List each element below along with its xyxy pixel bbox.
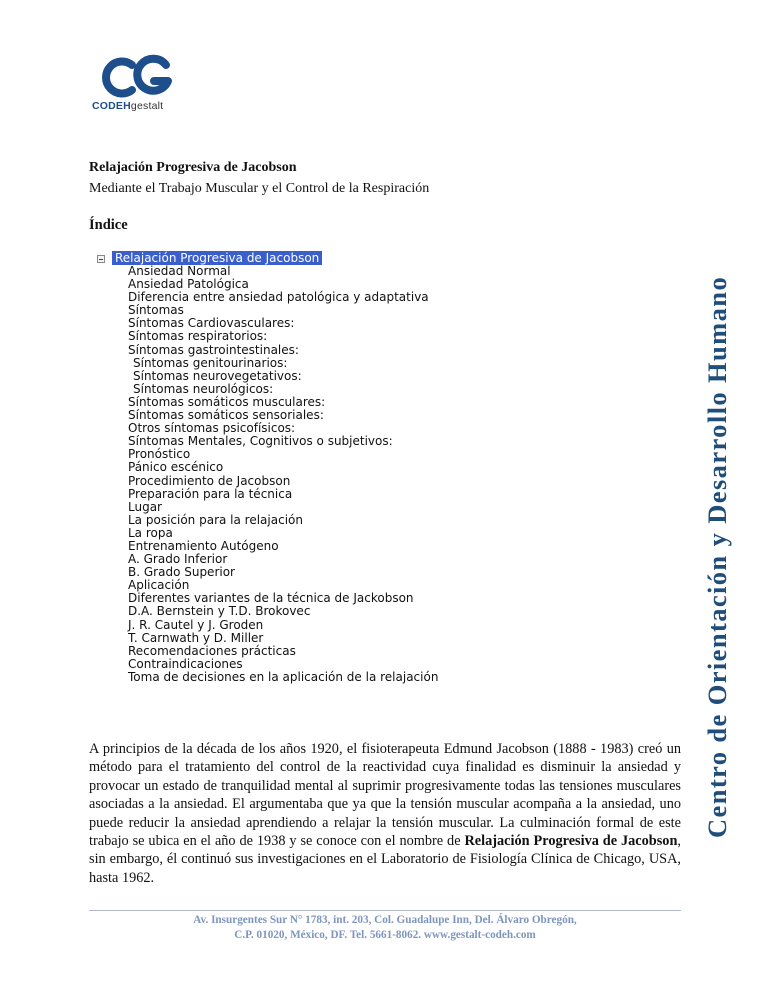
toc-collapse-icon[interactable] bbox=[97, 255, 105, 263]
toc-item[interactable]: Síntomas genitourinarios: bbox=[133, 355, 288, 370]
toc-item[interactable]: A. Grado Inferior bbox=[128, 552, 228, 567]
toc-item[interactable]: La posición para la relajación bbox=[128, 512, 303, 527]
toc-item[interactable]: Diferencia entre ansiedad patológica y adaptativa bbox=[128, 290, 429, 305]
toc-item[interactable]: Diferentes variantes de la técnica de Jackobson bbox=[128, 591, 414, 606]
toc-item[interactable]: Procedimiento de Jacobson bbox=[128, 473, 291, 488]
footer-line-2: C.P. 01020, México, DF. Tel. 5661-8062. www.gestalt-codeh.com bbox=[234, 928, 536, 941]
toc-item[interactable]: T. Carnwath y D. Miller bbox=[128, 630, 264, 645]
toc-item[interactable]: Síntomas neurovegetativos: bbox=[133, 368, 302, 383]
toc-item[interactable]: B. Grado Superior bbox=[128, 565, 235, 580]
logo-name-light: gestalt bbox=[130, 100, 164, 112]
cg-logo-mark bbox=[100, 54, 174, 100]
toc-item[interactable]: Aplicación bbox=[128, 578, 190, 593]
logo-name-bold: CODEH bbox=[92, 100, 131, 112]
index-heading: Índice bbox=[89, 217, 128, 233]
toc-item[interactable]: Contraindicaciones bbox=[128, 656, 243, 671]
document-subtitle: Mediante el Trabajo Muscular y el Control de la Respiración bbox=[89, 181, 430, 196]
document-title: Relajación Progresiva de Jacobson bbox=[89, 160, 297, 175]
codeh-logo bbox=[92, 54, 182, 116]
toc-item[interactable]: La ropa bbox=[128, 525, 173, 540]
toc-item[interactable]: Síntomas neurológicos: bbox=[133, 381, 274, 396]
toc-list bbox=[128, 265, 438, 684]
toc-item[interactable]: J. R. Cautel y J. Groden bbox=[128, 617, 264, 632]
intro-paragraph bbox=[89, 740, 681, 887]
side-title: Centro de Orientación y Desarrollo Humano bbox=[702, 275, 732, 838]
intro-text-bold: Relajación Progresiva de Jacobson bbox=[464, 833, 678, 850]
toc-item[interactable]: Síntomas respiratorios: bbox=[128, 329, 268, 344]
footer-divider bbox=[89, 910, 681, 911]
logo-wordmark bbox=[92, 100, 163, 112]
intro-text-start: A principios de la década de los años 1920, el fisioterapeuta Edmund Jacobson (1888 - 1983) creó un método para el tratamiento del control de la reactividad cuya finalidad es disminuir la ansiedad y provocar un estado de tranquilidad mental al suprimir progresivamente todas las tensiones musculares asociadas a la ansiedad. El argumentaba que ya que la tensión muscular acompaña a la ansiedad, uno puede reducir la ansiedad aprendiendo a relajar la tensión muscular. La culminación formal de este trabajo se ubica en el año de 1938 y se conoce con el nombre de bbox=[89, 741, 681, 850]
toc-root-item[interactable]: Relajación Progresiva de Jacobson bbox=[112, 251, 322, 265]
toc-item[interactable]: Recomendaciones prácticas bbox=[128, 643, 296, 658]
footer-address bbox=[89, 913, 681, 942]
intro-text-end: , sin embargo, él continuó sus investigaciones en el Laboratorio de Fisiología Clínica de Chicago, USA, hasta 1962. bbox=[89, 833, 681, 886]
toc-item[interactable]: Lugar bbox=[128, 499, 162, 514]
toc-item[interactable]: Síntomas Mentales, Cognitivos o subjetivos: bbox=[128, 434, 393, 449]
toc-item[interactable]: Síntomas somáticos musculares: bbox=[128, 394, 326, 409]
footer-line-1: Av. Insurgentes Sur N° 1783, int. 203, Col. Guadalupe Inn, Del. Álvaro Obregón, bbox=[193, 914, 577, 926]
toc-item[interactable]: D.A. Bernstein y T.D. Brokovec bbox=[128, 604, 311, 619]
toc-item[interactable]: Toma de decisiones en la aplicación de la relajación bbox=[128, 669, 439, 684]
toc-item[interactable]: Preparación para la técnica bbox=[128, 486, 293, 501]
toc-item[interactable]: Síntomas gastrointestinales: bbox=[128, 342, 299, 357]
toc-item[interactable]: Pánico escénico bbox=[128, 460, 224, 475]
toc-item[interactable]: Ansiedad Patológica bbox=[128, 277, 249, 292]
toc-item[interactable]: Síntomas somáticos sensoriales: bbox=[128, 408, 324, 423]
toc-item[interactable]: Entrenamiento Autógeno bbox=[128, 538, 279, 553]
toc-item[interactable]: Ansiedad Normal bbox=[128, 264, 231, 278]
toc-item[interactable]: Otros síntomas psicofísicos: bbox=[128, 421, 296, 436]
toc-item[interactable]: Pronóstico bbox=[128, 447, 191, 462]
toc-item[interactable]: Síntomas Cardiovasculares: bbox=[128, 316, 295, 331]
toc-item[interactable]: Síntomas bbox=[128, 303, 184, 318]
